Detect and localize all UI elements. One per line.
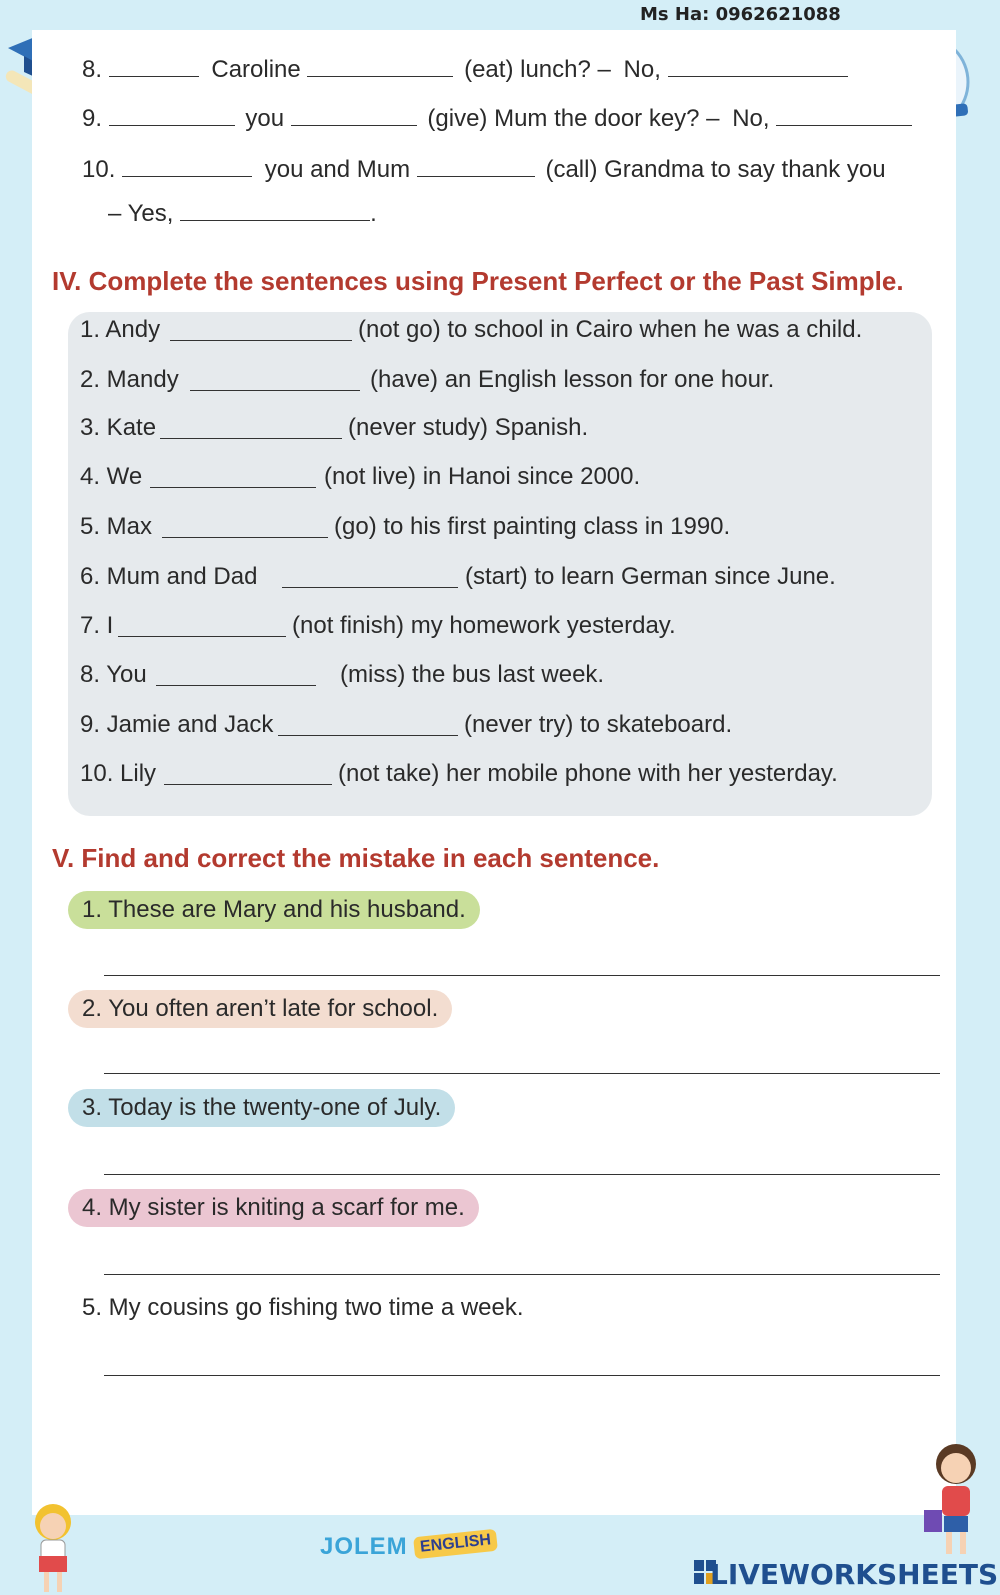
item-verb: (eat) lunch? – [464, 56, 611, 83]
item-text: you [245, 105, 285, 132]
correction-line[interactable] [104, 1174, 940, 1175]
answer-blank[interactable] [118, 636, 286, 637]
answer-blank[interactable] [164, 784, 332, 785]
section5-item-5: 5. My cousins go fishing two time a week. [68, 1289, 538, 1327]
blonde-girl-cartoon-icon [24, 1500, 82, 1595]
item-number: 9. [82, 105, 103, 132]
section4-item-9-subject: 9. Jamie and Jack [80, 711, 274, 738]
footer-brand-english: ENGLISH [413, 1529, 498, 1560]
section4-item-9-text: (never try) to skateboard. [464, 711, 733, 738]
girl-cartoon-icon [920, 1438, 992, 1560]
item-answer-prefix: No, [623, 56, 661, 83]
section4-item-10-subject: 10. Lily [80, 760, 157, 787]
item-text: you and Mum [264, 156, 411, 183]
liveworksheets-brand: LIVEWORKSHEETS [710, 1558, 999, 1591]
item-number: 10. [82, 156, 116, 183]
section4-item-3-text: (never study) Spanish. [348, 414, 589, 441]
answer-blank[interactable] [160, 438, 342, 439]
section5-item-3: 3. Today is the twenty-one of July. [68, 1089, 455, 1127]
answer-blank[interactable] [282, 587, 458, 588]
section5-title: V. Find and correct the mistake in each sentence. [52, 843, 660, 873]
item-number: 8. [82, 56, 103, 83]
answer-blank[interactable] [150, 487, 316, 488]
correction-line[interactable] [104, 1375, 940, 1376]
answer-blank[interactable] [156, 685, 316, 686]
answer-blank[interactable] [170, 340, 352, 341]
section3-item-10-answer [108, 200, 377, 228]
correction-line[interactable] [104, 1073, 940, 1074]
section4-item-6-text: (start) to learn German since June. [465, 563, 836, 590]
section4-item-2-text: (have) an English lesson for one hour. [370, 366, 775, 393]
section4-item-1-text: (not go) to school in Cairo when he was a child. [358, 316, 863, 343]
correction-line[interactable] [104, 975, 940, 976]
section4-item-4-text: (not live) in Hanoi since 2000. [324, 463, 641, 490]
section4-item-8-subject: 8. You [80, 661, 147, 688]
section4-item-1-subject: 1. Andy [80, 316, 161, 343]
item-verb: (call) Grandma to say thank you [545, 156, 886, 183]
item-verb: (give) Mum the door key? – [427, 105, 720, 132]
section4-item-7-subject: 7. I [80, 612, 114, 639]
header-contact: Ms Ha: 0962621088 [640, 4, 841, 25]
section4-item-2-subject: 2. Mandy [80, 366, 179, 393]
section4-item-8-text: (miss) the bus last week. [340, 661, 605, 688]
section4-item-10-text: (not take) her mobile phone with her yesterday. [338, 760, 838, 787]
answer-blank[interactable] [109, 105, 235, 126]
item-answer-prefix: No, [732, 105, 770, 132]
section5-item-2: 2. You often aren’t late for school. [68, 990, 452, 1028]
answer-blank[interactable] [122, 156, 252, 177]
answer-blank[interactable] [162, 537, 328, 538]
answer-blank[interactable] [417, 156, 535, 177]
section3-item-8 [82, 56, 848, 84]
answer-blank[interactable] [109, 56, 199, 77]
section4-item-5-subject: 5. Max [80, 513, 153, 540]
section4-item-5-text: (go) to his first painting class in 1990. [334, 513, 731, 540]
answer-blank[interactable] [291, 105, 417, 126]
section4-item-4-subject: 4. We [80, 463, 143, 490]
section5-item-1: 1. These are Mary and his husband. [68, 891, 480, 929]
answer-blank[interactable] [278, 735, 458, 736]
answer-blank[interactable] [776, 105, 912, 126]
answer-blank[interactable] [180, 200, 370, 221]
section4-item-7-text: (not finish) my homework yesterday. [292, 612, 676, 639]
section4-item-6-subject: 6. Mum and Dad [80, 563, 258, 590]
item-text: Caroline [211, 56, 301, 83]
footer-brand: JOLEM [320, 1533, 408, 1560]
section4-title: IV. Complete the sentences using Present Perfect or the Past Simple. [52, 266, 904, 296]
correction-line[interactable] [104, 1274, 940, 1275]
answer-blank[interactable] [190, 390, 360, 391]
period: . [370, 200, 377, 227]
section5-item-4: 4. My sister is kniting a scarf for me. [68, 1189, 479, 1227]
section3-item-9 [82, 105, 912, 133]
section3-item-10 [82, 156, 886, 184]
item-answer-prefix: – Yes, [108, 200, 174, 227]
answer-blank[interactable] [668, 56, 848, 77]
answer-blank[interactable] [307, 56, 453, 77]
section4-item-3-subject: 3. Kate [80, 414, 157, 441]
